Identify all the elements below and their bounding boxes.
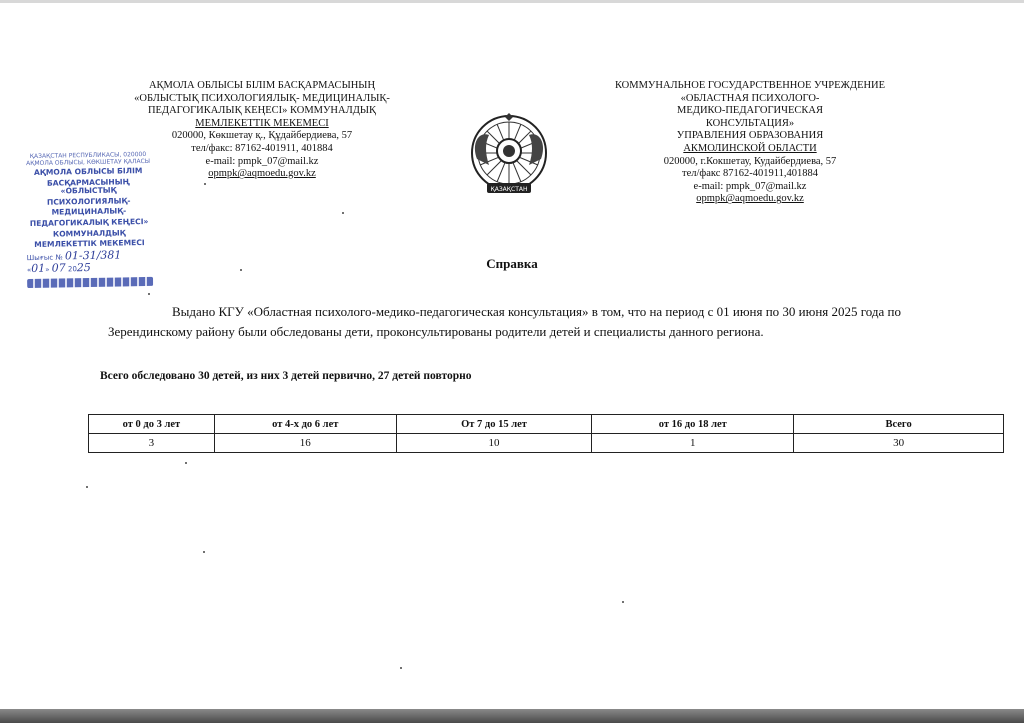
table-header-cell: Всего — [794, 415, 1004, 434]
table-header-cell: От 7 до 15 лет — [396, 415, 592, 434]
stamp-reg-label: Шығыс № — [26, 253, 63, 262]
header-right-line5: УПРАВЛЕНИЯ ОБРАЗОВАНИЯ — [676, 130, 824, 142]
scan-speck — [400, 667, 402, 669]
stamp-date-month: 07 — [51, 261, 66, 276]
header-left-line2: «ОБЛЫСТЫҚ ПСИХОЛОГИЯЛЫҚ- МЕДИЦИНАЛЫҚ- — [134, 92, 390, 104]
stamp-reg-number: 01-31/381 — [64, 248, 122, 263]
stamp-top-line2: АҚМОЛА ОБЛЫСЫ, КӨКШЕТАУ ҚАЛАСЫ — [26, 157, 151, 168]
stamp-org-line6: КОММУНАЛДЫҚ — [52, 227, 126, 239]
header-left-line3: ПЕДАГОГИКАЛЫҚ КЕҢЕСІ» КОММУНАЛДЫҚ — [147, 105, 377, 117]
table-cell: 1 — [592, 434, 794, 453]
scan-speck — [622, 601, 624, 603]
header-left-email: e-mail: pmpk_07@mail.kz — [205, 155, 319, 167]
scan-speck — [86, 486, 88, 488]
header-left-site: opmpk@aqmoedu.gov.kz — [208, 168, 316, 180]
stamp-date-line: «01» 07 2025 — [26, 261, 91, 276]
stamp-org-line1: АҚМОЛА ОБЛЫСЫ БІЛІМ — [33, 166, 143, 177]
document-title: Справка — [486, 256, 538, 271]
stamp-barcode — [27, 277, 153, 288]
scan-speck — [148, 293, 150, 295]
stamp-org-line4: МЕДИЦИНАЛЫҚ- — [51, 206, 127, 218]
scan-speck — [240, 269, 242, 271]
stamp-org-line3: ПСИХОЛОГИЯЛЫҚ- — [46, 196, 131, 207]
table-header-cell: от 0 до 3 лет — [89, 415, 215, 434]
stamp-date-year-suffix: 20 — [67, 265, 77, 274]
emblem-banner-text: ҚАЗАҚСТАН — [490, 186, 528, 193]
header-right-address: 020000, г.Кокшетау, Кудайбердиева, 57 — [663, 155, 837, 167]
table-cell: 16 — [214, 434, 396, 453]
table-cell: 30 — [794, 434, 1004, 453]
stamp-top-line1: ҚАЗАҚСТАН РЕСПУБЛИКАСЫ, 020000 — [29, 150, 147, 161]
header-left-address: 020000, Көкшетау қ., Құдайбердиева, 57 — [171, 130, 353, 142]
header-right-line3: МЕДИКО-ПЕДАГОГИЧЕСКАЯ — [677, 105, 823, 117]
table-row — [89, 434, 1004, 453]
scan-speck — [185, 462, 187, 464]
table-header-cell: от 4-х до 6 лет — [214, 415, 396, 434]
header-right-line1: КОММУНАЛЬНОЕ ГОСУДАРСТВЕННОЕ УЧРЕЖДЕНИЕ — [614, 80, 886, 91]
document-body: Выдано КГУ «Областная психолого-медико-педагогическая консультация» в том, что на период с 01 июня по 30 июня 2025 года по Зерендинскому району были обследованы дети, проконсультированы родители детей и специалисты данного региона. — [108, 304, 902, 339]
table-header-row — [89, 415, 1004, 434]
document-summary: Всего обследовано 30 детей, из них 3 детей первично, 27 детей повторно — [100, 370, 472, 382]
header-right-site: opmpk@aqmoedu.gov.kz — [696, 193, 804, 205]
header-left-phone: тел/факс: 87162-401911, 401884 — [191, 142, 333, 154]
stamp-org-line7: МЕМЛЕКЕТТІК МЕКЕМЕСІ — [34, 238, 145, 250]
scan-speck — [342, 212, 344, 214]
header-right-line6: АКМОЛИНСКОЙ ОБЛАСТИ — [683, 142, 817, 154]
header-right-line4: КОНСУЛЬТАЦИЯ» — [705, 117, 795, 129]
kazakhstan-state-emblem-icon — [469, 113, 549, 197]
scan-speck — [204, 183, 206, 185]
scan-edge-top — [0, 0, 1024, 3]
stamp-org-line2: БАСҚАРМАСЫНЫҢ «ОБЛЫСТЫҚ — [46, 176, 130, 196]
header-left-line4: МЕМЛЕКЕТТІК МЕКЕМЕСІ — [195, 117, 329, 129]
header-right-email: e-mail: pmpk_07@mail.kz — [693, 180, 807, 192]
header-left-line1: АҚМОЛА ОБЛЫСЫ БІЛІМ БАСҚАРМАСЫНЫҢ — [148, 80, 376, 91]
stamp-date-day: 01 — [31, 262, 46, 276]
table-cell: 10 — [396, 434, 592, 453]
scan-speck — [203, 551, 205, 553]
header-right-russian — [590, 80, 910, 206]
age-statistics-table — [88, 414, 1004, 453]
table-header-cell: от 16 до 18 лет — [592, 415, 794, 434]
scan-edge-bottom — [0, 709, 1024, 723]
header-right-phone: тел/факс 87162-401911,401884 — [682, 168, 818, 180]
header-right-line2: «ОБЛАСТНАЯ ПСИХОЛОГО- — [680, 92, 820, 104]
table-cell: 3 — [89, 434, 215, 453]
stamp-date-year: 25 — [76, 261, 91, 275]
stamp-org-line5: ПЕДАГОГИКАЛЫҚ КЕҢЕСІ» — [29, 216, 149, 229]
